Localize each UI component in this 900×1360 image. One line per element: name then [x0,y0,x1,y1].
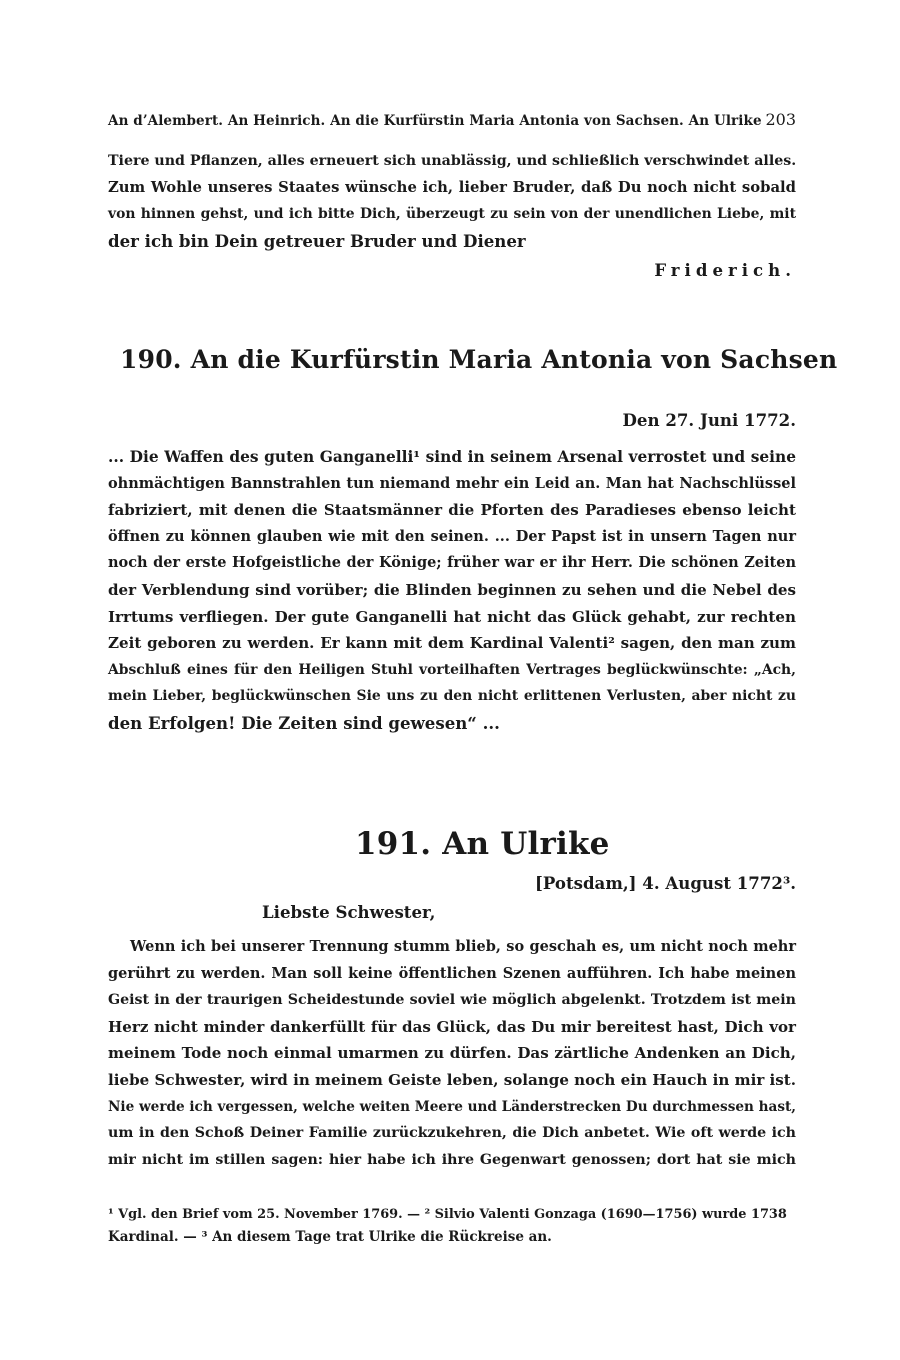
letter-191-body [108,934,796,1173]
letter-190-heading: 190. An die Kurfürstin Maria Antonia von Sachsen [120,345,838,374]
page-number: 203 [765,110,796,129]
footnote-line: ¹ Vgl. den Brief vom 25. November 1769. — ² Silvio Valenti Gonzaga (1690—1756) wurde 1738 [108,1207,787,1222]
footnote-line: Kardinal. — ³ An diesem Tage trat Ulrike die Rückreise an. [108,1229,552,1245]
continuation-paragraph [108,148,796,254]
text-line: von hinnen gehst, und ich bitte Dich, überzeugt zu sein von der unendlichen Liebe, mit [108,206,796,223]
text-line: mir nicht im stillen sagen: hier habe ich ihre Gegenwart genossen; dort hat sie mich [108,1151,796,1168]
text-line: öffnen zu können glauben wie mit den seinen. ... Der Papst ist in unsern Tagen nur [108,527,796,545]
text-line: Herz nicht minder dankerfüllt für das Glück, das Du mir bereitest hast, Dich vor [108,1017,796,1036]
text-line: ... Die Waffen des guten Ganganelli¹ sind in seinem Arsenal verrostet und seine [108,448,796,466]
text-line: Zeit geboren zu werden. Er kann mit dem Kardinal Valenti² sagen, den man zum [108,634,796,653]
text-line: um in den Schoß Deiner Familie zurückzukehren, die Dich anbetet. Wie oft werde ich [108,1125,796,1142]
text-line: der ich bin Dein getreuer Bruder und Diener [108,230,526,251]
signature: Friderich. [654,260,796,280]
text-line: noch der erste Hofgeistliche der Könige; früher war er ihr Herr. Die schönen Zeiten [108,554,796,572]
text-line: Wenn ich bei unserer Trennung stumm blieb, so geschah es, um nicht noch mehr [130,938,796,955]
text-line: der Verblendung sind vorüber; die Blinden beginnen zu sehen und die Nebel des [108,580,796,599]
letter-190-dateline: Den 27. Juni 1772. [622,410,796,430]
text-line: Geist in der traurigen Scheidestunde soviel wie möglich abgelenkt. Trotzdem ist mein [108,992,796,1009]
text-line: ohnmächtigen Bannstrahlen tun niemand mehr ein Leid an. Man hat Nachschlüssel [108,474,796,492]
footnotes [108,1204,796,1248]
text-line: fabriziert, mit denen die Staatsmänner die Pforten des Paradieses ebenso leicht [108,501,796,520]
letter-191-heading: 191. An Ulrike [355,826,610,862]
running-head [108,110,796,129]
text-line: Tiere und Pflanzen, alles erneuert sich unablässig, und schließlich verschwindet alles. [108,153,797,169]
text-line: mein Lieber, beglückwünschen Sie uns zu den nicht erlittenen Verlusten, aber nicht zu [108,688,796,705]
text-line: Irrtums verfliegen. Der gute Ganganelli hat nicht das Glück gehabt, zur rechten [108,607,796,626]
text-line: liebe Schwester, wird in meinem Geiste leben, solange noch ein Hauch in mir ist. [108,1070,796,1089]
letter-190-body [108,444,796,737]
text-line: Nie werde ich vergessen, welche weiten Meere und Länderstrecken Du durchmessen hast, [108,1098,796,1115]
text-line: meinem Tode noch einmal umarmen zu dürfen. Das zärtliche Andenken an Dich, [108,1044,796,1063]
running-head-text: An d’Alembert. An Heinrich. An die Kurfürstin Maria Antonia von Sachsen. An Ulrike [108,113,762,129]
text-line: Zum Wohle unseres Staates wünsche ich, lieber Bruder, daß Du noch nicht sobald [108,178,796,196]
letter-191-salutation: Liebste Schwester, [262,902,436,922]
text-line: Abschluß eines für den Heiligen Stuhl vorteilhaften Vertrages beglückwünschte: „Ach, [108,661,796,678]
text-line: den Erfolgen! Die Zeiten sind gewesen“ ... [108,712,500,733]
letter-191-dateline: [Potsdam,] 4. August 1772³. [535,873,796,893]
text-line: gerührt zu werden. Man soll keine öffentlichen Szenen aufführen. Ich habe meinen [108,964,796,982]
